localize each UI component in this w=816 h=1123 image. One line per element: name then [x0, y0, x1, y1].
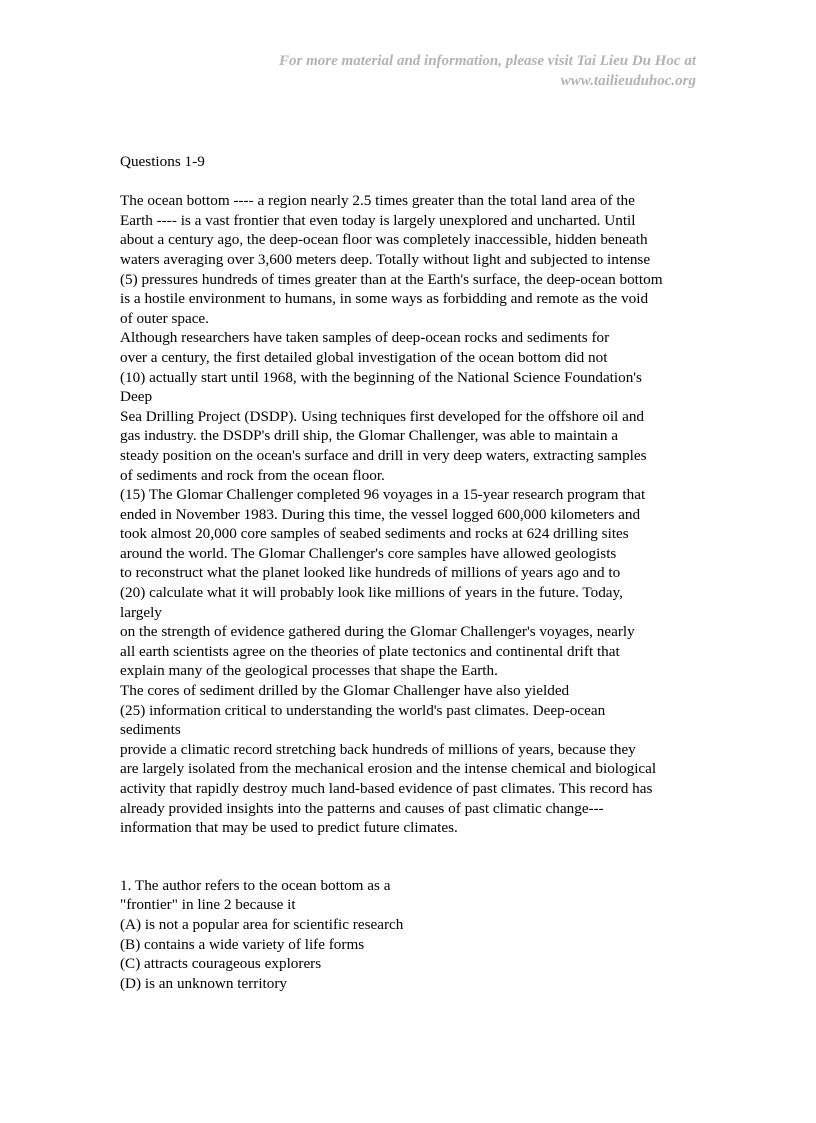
passage-line: information that may be used to predict future climates. [120, 819, 458, 837]
passage-line: all earth scientists agree on the theories of plate tectonics and continental drift that [120, 642, 620, 660]
passage-line: activity that rapidly destroy much land-based evidence of past climates. This record has [120, 780, 653, 797]
passage-line: (20) calculate what it will probably look like millions of years in the future. Today, [120, 584, 623, 602]
passage-line: sediments [120, 721, 181, 739]
section-title: Questions 1-9 [120, 153, 205, 170]
passage-line: gas industry. the DSDP's drill ship, the Glomar Challenger, was able to maintain a [120, 427, 619, 445]
passage-line: took almost 20,000 core samples of seabed sediments and rocks at 624 drilling sites [120, 525, 629, 543]
answer-option-c: (C) attracts courageous explorers [120, 955, 322, 973]
answer-option-d: (D) is an unknown territory [120, 974, 288, 992]
answer-option-a: (A) is not a popular area for scientific research [120, 915, 404, 933]
passage-line: provide a climatic record stretching back hundreds of millions of years, because they [120, 740, 636, 758]
passage-line: Although researchers have taken samples of deep-ocean rocks and sediments for [120, 329, 610, 347]
passage-line: largely [120, 603, 162, 621]
passage-line: of outer space. [120, 309, 209, 327]
spacer [120, 838, 710, 876]
passage-line: (5) pressures hundreds of times greater than at the Earth's surface, the deep-ocean bottom [120, 270, 663, 288]
passage-line: around the world. The Glomar Challenger's core samples have allowed geologists [120, 544, 617, 562]
passage-line: of sediments and rock from the ocean floor. [120, 466, 385, 484]
passage-line: waters averaging over 3,600 meters deep. Totally without light and subjected to intense [120, 250, 651, 268]
question-1 [120, 876, 710, 994]
passage-line: steady position on the ocean's surface and drill in very deep waters, extracting samples [120, 446, 647, 464]
header-website: www.tailieuduhoc.org [560, 73, 696, 89]
question-stem: 1. The author refers to the ocean bottom as a [120, 876, 391, 894]
passage-line: (15) The Glomar Challenger completed 96 voyages in a 15-year research program that [120, 486, 646, 504]
passage-line: to reconstruct what the planet looked like hundreds of millions of years ago and to [120, 564, 621, 582]
passage-line: (10) actually start until 1968, with the beginning of the National Science Foundation's [120, 368, 642, 386]
passage-line: over a century, the first detailed global investigation of the ocean bottom did not [120, 348, 608, 366]
passage-line: on the strength of evidence gathered during the Glomar Challenger's voyages, nearly [120, 623, 635, 641]
passage-line: are largely isolated from the mechanical erosion and the intense chemical and biological [120, 760, 657, 778]
document-body [120, 152, 710, 993]
header-line-1: For more material and information, please visit Tai Lieu Du Hoc at [279, 53, 696, 69]
passage-line: Deep [120, 388, 153, 406]
passage-line: The ocean bottom ---- a region nearly 2.5 times greater than the total land area of the [120, 192, 635, 210]
passage-line: The cores of sediment drilled by the Glomar Challenger have also yielded [120, 682, 570, 700]
page-header [279, 51, 696, 91]
reading-passage [120, 191, 710, 838]
passage-line: (25) information critical to understanding the world's past climates. Deep-ocean [120, 701, 606, 719]
passage-line: is a hostile environment to humans, in some ways as forbidding and remote as the void [120, 290, 649, 308]
passage-line: Sea Drilling Project (DSDP). Using techniques first developed for the offshore oil and [120, 407, 645, 425]
passage-line: explain many of the geological processes that shape the Earth. [120, 662, 498, 680]
passage-line: about a century ago, the deep-ocean floor was completely inaccessible, hidden beneath [120, 231, 648, 249]
answer-option-b: (B) contains a wide variety of life forms [120, 935, 365, 953]
passage-line: already provided insights into the patterns and causes of past climatic change--- [120, 799, 604, 817]
passage-line: ended in November 1983. During this time, the vessel logged 600,000 kilometers and [120, 505, 641, 523]
passage-line: Earth ---- is a vast frontier that even today is largely unexplored and uncharted. Until [120, 211, 636, 229]
question-stem: "frontier" in line 2 because it [120, 896, 296, 914]
